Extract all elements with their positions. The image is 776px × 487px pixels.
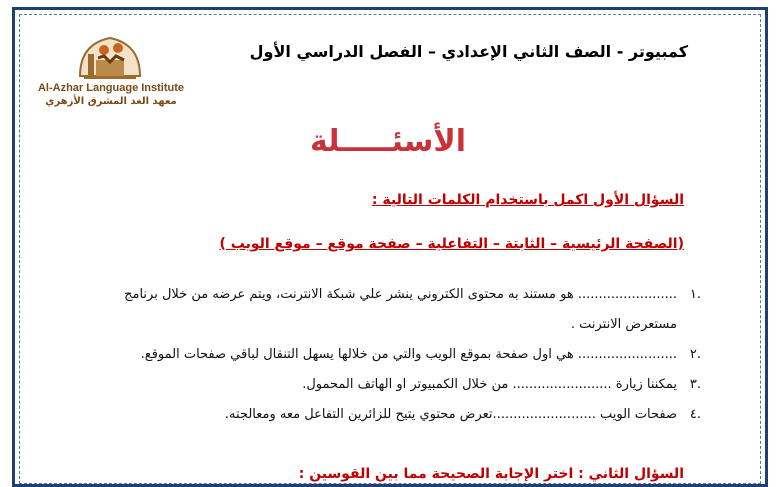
logo-name-english: Al-Azhar Language Institute	[37, 82, 185, 94]
item-number: .٢	[689, 347, 701, 362]
question1-items	[101, 280, 701, 430]
question2-title-partial: السؤال الثاني : اختر الإجابة الصحيحة مما بين القوسين :	[298, 466, 684, 482]
question1-title: السؤال الأول اكمل باستخدام الكلمات التالية :	[371, 192, 684, 208]
logo-emblem-icon	[74, 30, 146, 82]
list-item	[101, 400, 701, 430]
item-text: ........................ هو مستند به محتوى الكتروني ينشر علي شبكة الانترنت، ويتم عرضه من خلال برنامج مستعرض الانترنت .	[124, 287, 677, 332]
page-header-title: كمبيوتر - الصف الثاني الإعدادي – الفصل الدراسي الأول	[249, 42, 688, 61]
logo-name-arabic: معهد الغد المشرق الأزهري	[45, 96, 177, 107]
item-number: .١	[689, 287, 701, 302]
item-text: يمكننا زيارة ........................ من خلال الكمبيوتر او الهاتف المحمول.	[302, 377, 677, 392]
item-text: ........................ هي اول صفحة بموقع الويب والتي من خلالها يسهل التنقال لباقي صفحات الموقع.	[140, 347, 677, 362]
institute-logo	[36, 30, 186, 110]
main-title: الأسئـــــلة	[309, 124, 467, 159]
item-number: .٤	[689, 407, 701, 422]
list-item	[101, 370, 701, 400]
list-item	[101, 340, 701, 370]
list-item	[101, 280, 701, 340]
item-number: .٣	[689, 377, 701, 392]
item-text: صفحات الويب .........................تعرض محتوي يتيح للزائرين التفاعل معه ومعالجته.	[224, 407, 677, 422]
word-bank: (الصفحة الرئيسية – الثابتة – التفاعلية – صفحة موقع – موقع الويب )	[219, 236, 684, 252]
